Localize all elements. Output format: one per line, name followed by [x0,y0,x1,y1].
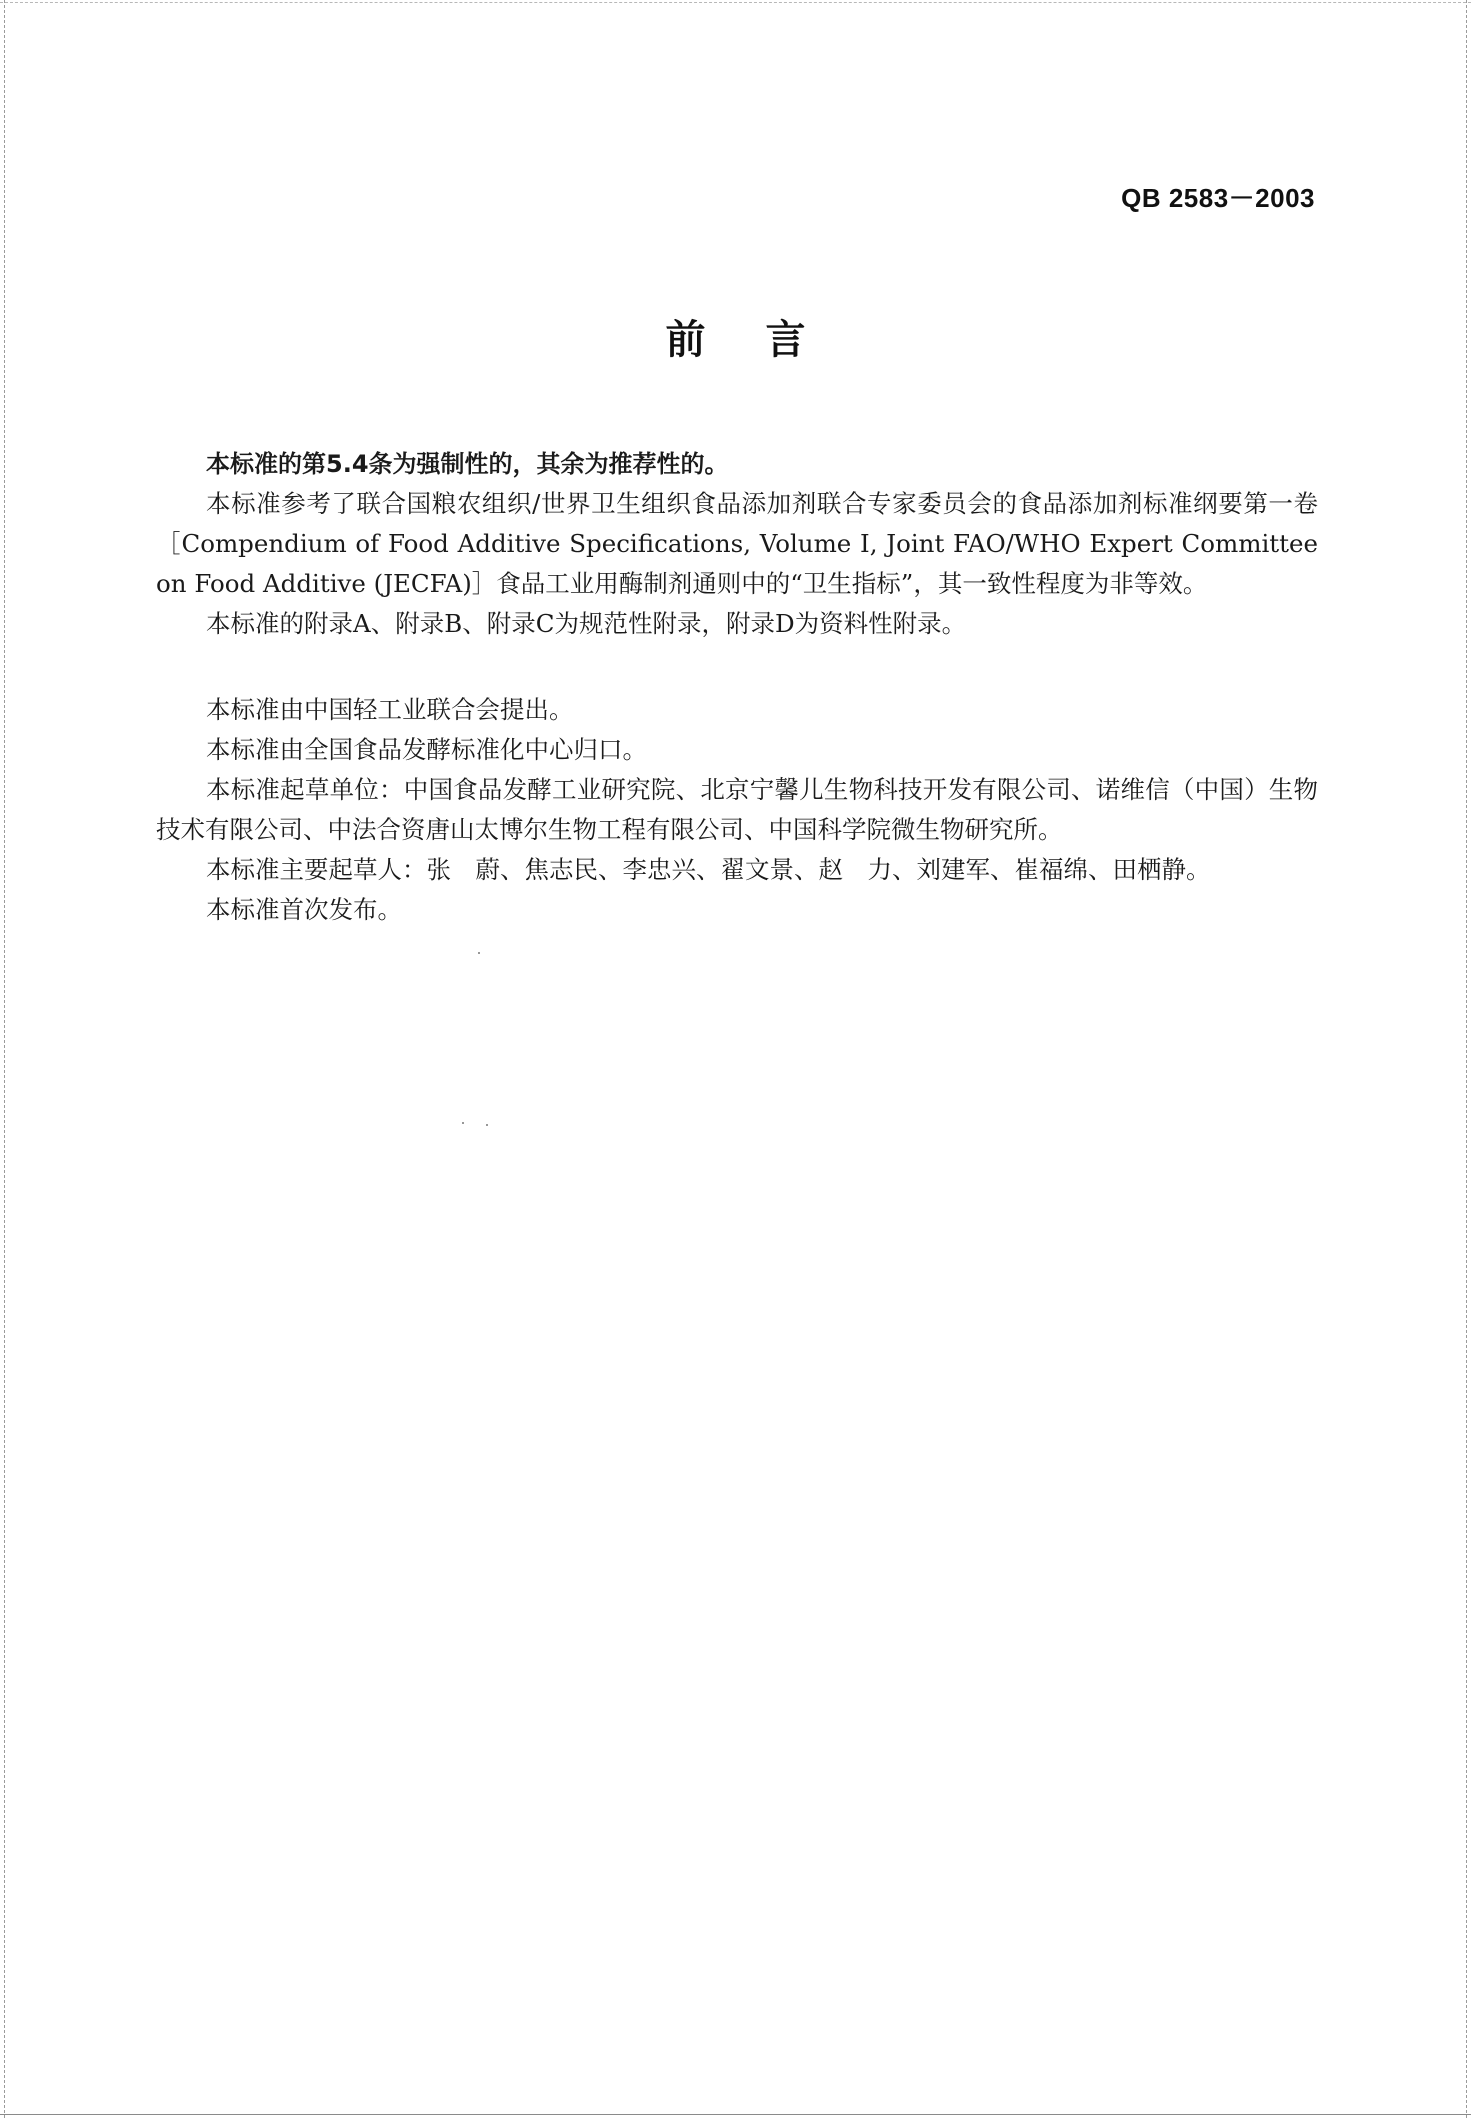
drafters-paragraph: 本标准主要起草人：张 蔚、焦志民、李忠兴、翟文景、赵 力、刘建军、崔福绵、田栖静。 [206,855,1211,884]
reference-paragraph: 本标准参考了联合国粮农组织/世界卫生组织食品添加剂联合专家委员会的食品添加剂标准纲要第一卷［Compendium of Food Additive Specifications, Volume I, Joint FAO/WHO Expert Committee on Food Additive (JECFA)］食品工业用酶制剂通则中的“卫生指标”，其一致性程度为非等效。 [156,489,1318,598]
standard-code: QB 2583－2003 [1121,183,1315,213]
appendix-paragraph: 本标准的附录A、附录B、附录C为规范性附录，附录D为资料性附录。 [206,609,967,638]
centralized-paragraph: 本标准由全国食品发酵标准化中心归口。 [206,735,647,764]
preface-section-scope [156,444,1318,644]
page-title: 前言 [665,317,866,363]
preface-section-drafting [156,690,1318,930]
scan-speck [486,1124,488,1126]
drafting-units-paragraph: 本标准起草单位：中国食品发酵工业研究院、北京宁馨儿生物科技开发有限公司、诺维信（中国）生物技术有限公司、中法合资唐山太博尔生物工程有限公司、中国科学院微生物研究所。 [156,775,1318,844]
scan-speck [462,1122,464,1124]
proposer-paragraph: 本标准由中国轻工业联合会提出。 [206,695,574,724]
scan-border-bottom [0,2113,1471,2115]
first-release-paragraph: 本标准首次发布。 [206,895,402,924]
scan-speck [478,952,480,954]
scan-border-top [0,2,1471,4]
mandatory-clause-paragraph: 本标准的第5.4条为强制性的，其余为推荐性的。 [206,450,729,478]
